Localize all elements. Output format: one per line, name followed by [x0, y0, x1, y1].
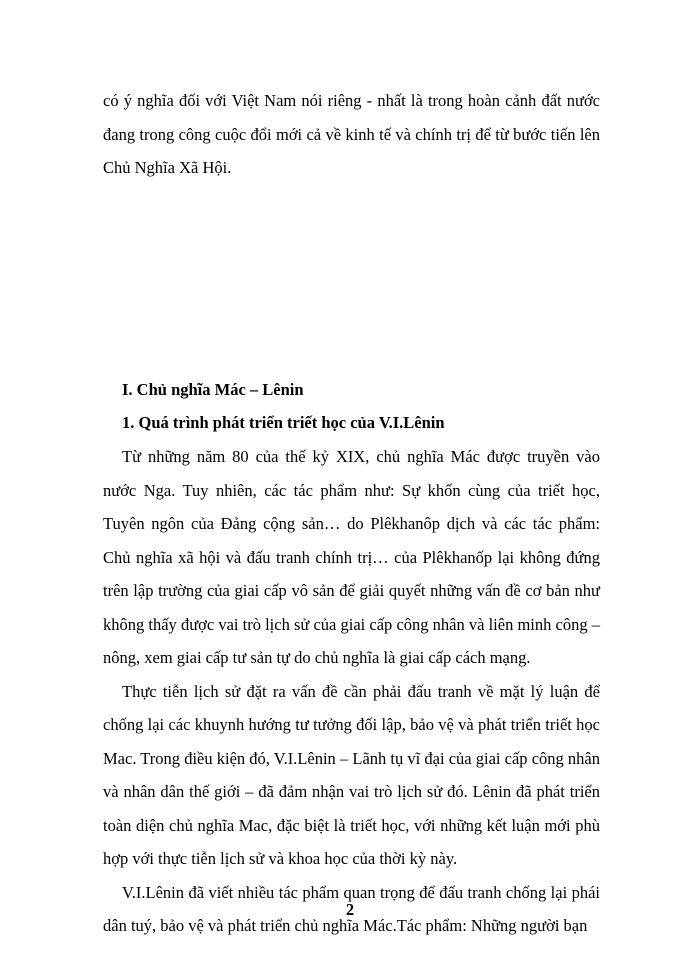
paragraph-3: V.I.Lênin đã viết nhiều tác phẩm quan trọng để đấu tranh chống lại phái dân tuý, bảo vệ và phát triển chủ nghĩa Mác.Tác phẩm: Những người bạn: [103, 882, 600, 935]
paragraph-2: Thực tiễn lịch sử đặt ra vấn đề cần phải đấu tranh về mặt lý luận để chống lại các khuynh hướng tư tưởng đối lập, bảo vệ và phát triển triết học Mac. Trong điều kiện đó, V.I.Lênin – Lãnh tụ vĩ đại của giai cấp công nhân và nhân dân thế giới – đã đảm nhận vai trò lịch sử đó. Lênin đã phát triển toàn diện chủ nghĩa Mac, đặc biệt là triết học, với những kết luận mới phù hợp với thực tiễn lịch sử và khoa học của thời kỳ này.: [103, 681, 600, 868]
section-heading: I. Chủ nghĩa Mác – Lênin: [122, 380, 304, 399]
page-number: 2: [345, 900, 355, 919]
subsection-heading: 1. Quá trình phát triển triết học của V.I.Lênin: [122, 413, 445, 432]
paragraph-1: Từ những năm 80 của thế kỷ XIX, chủ nghĩa Mác được truyền vào nước Nga. Tuy nhiên, các tác phẩm như: Sự khốn cùng của triết học, Tuyên ngôn của Đảng cộng sản… do Plêkhanôp dịch và các tác phẩm: Chủ nghĩa xã hội và đấu tranh chính trị… của Plêkhanốp lại không đứng trên lập trường của giai cấp vô sản để giải quyết những vấn đề cơ bản như không thấy được vai trò lịch sử của giai cấp công nhân và liên minh công – nông, xem giai cấp tư sản tự do chủ nghĩa là giai cấp cách mạng.: [103, 447, 600, 667]
intro-paragraph: có ý nghĩa đối với Việt Nam nói riêng - nhất là trong hoàn cảnh đất nước đang trong công cuộc đổi mới cả về kinh tế và chính trị để từ bước tiến lên Chủ Nghĩa Xã Hội.: [103, 91, 600, 177]
body-text: [103, 440, 600, 943]
